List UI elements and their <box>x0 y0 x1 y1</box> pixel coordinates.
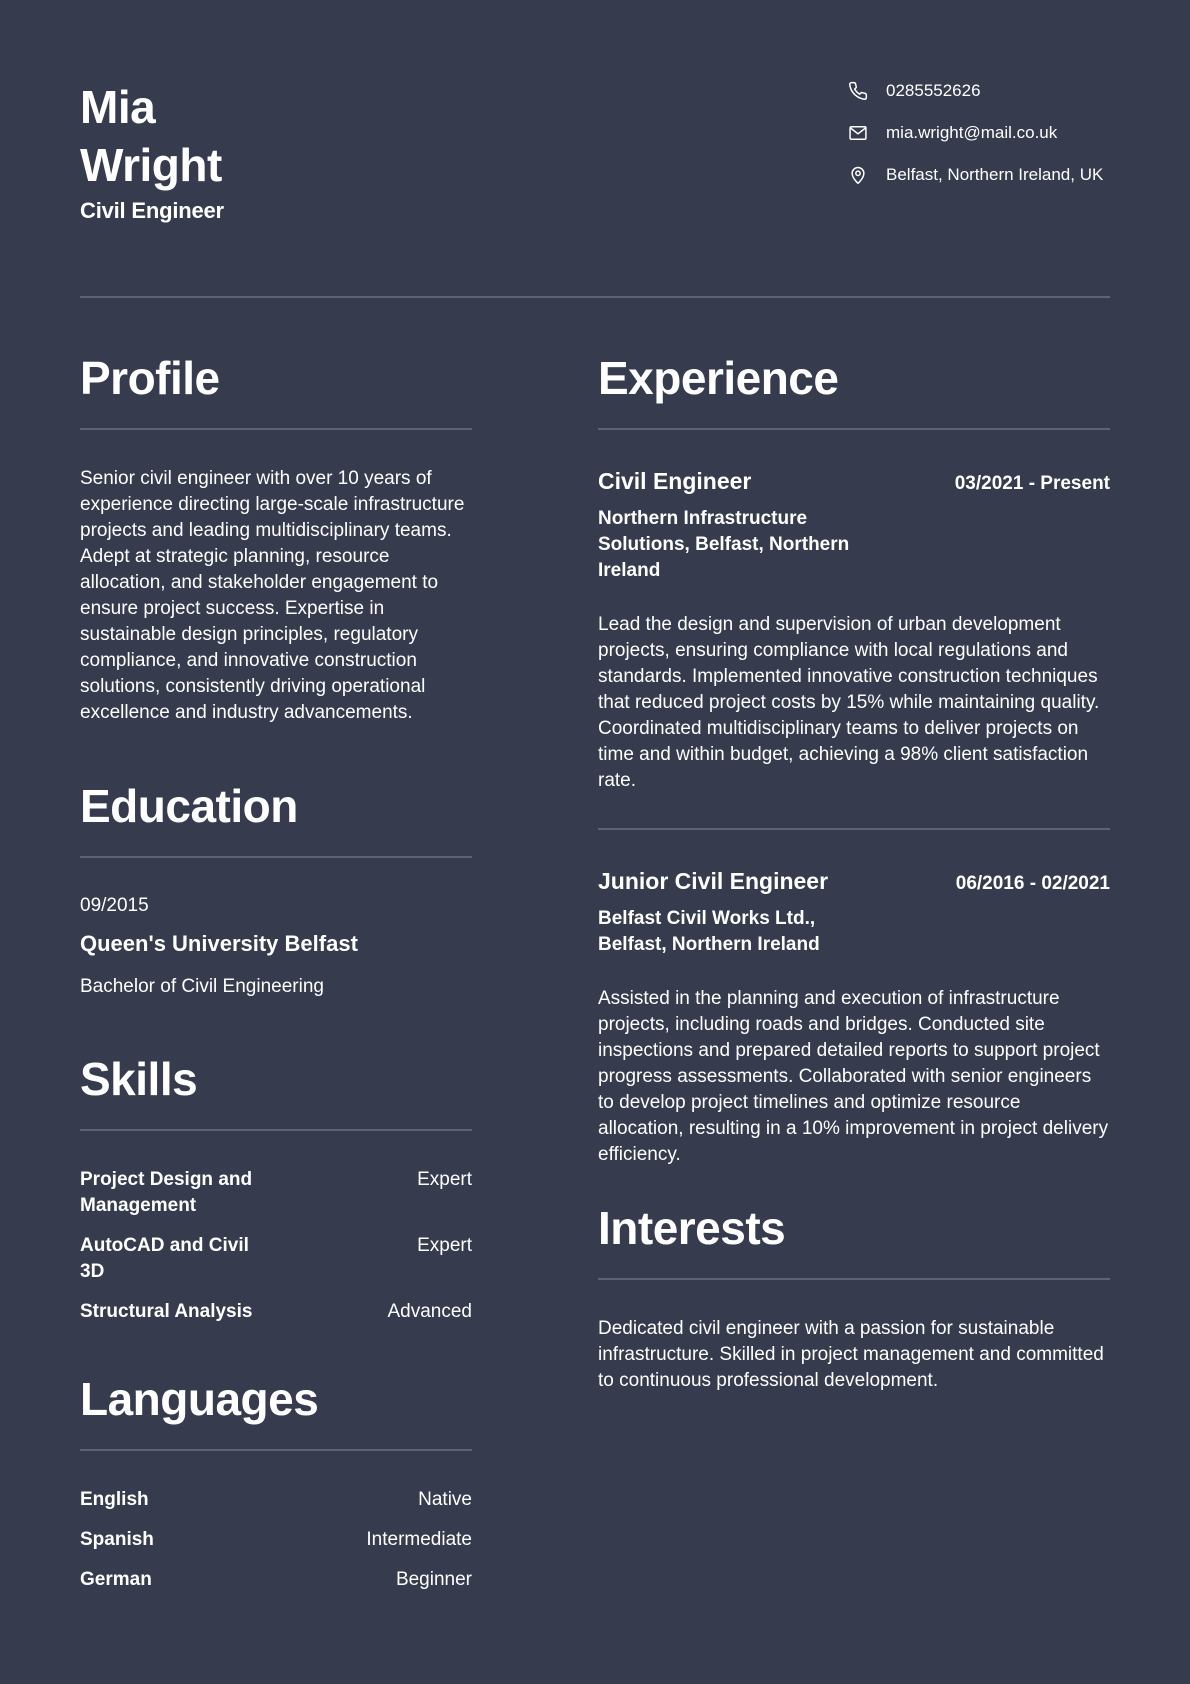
languages-divider <box>80 1449 472 1451</box>
education-school: Queen's University Belfast <box>80 931 358 956</box>
skill-level: Expert <box>417 1169 472 1190</box>
job-company: Belfast Civil Works Ltd., Belfast, Northern Ireland <box>598 908 820 955</box>
job-title: Junior Civil Engineer <box>598 868 829 894</box>
skill-row <box>80 1299 472 1325</box>
job-entry <box>598 466 1110 794</box>
education-degree: Bachelor of Civil Engineering <box>80 976 324 997</box>
skills-list <box>80 1167 472 1325</box>
profile-heading: Profile <box>80 352 220 404</box>
contact-phone <box>848 80 1103 102</box>
job-description: Lead the design and supervision of urban development projects, ensuring compliance with local regulations and standards. Implemented innovative construction techniques that reduced project costs by 15% while maintaining quality. Coordinated multidisciplinary teams to deliver projects on time and within budget, achieving a 98% client satisfaction rate. <box>598 614 1100 791</box>
skill-name: AutoCAD and Civil 3D <box>80 1235 249 1282</box>
interests-text: Dedicated civil engineer with a passion for sustainable infrastructure. Skilled in project management and committed to continuous professional development. <box>598 1318 1104 1391</box>
right-column <box>598 350 1110 1394</box>
education-divider <box>80 856 472 858</box>
education-heading: Education <box>80 780 298 832</box>
language-level: Beginner <box>395 1569 472 1590</box>
language-row <box>80 1567 472 1593</box>
skill-name: Project Design and Management <box>80 1169 253 1216</box>
phone-text: 0285552626 <box>886 81 981 100</box>
experience-divider <box>598 428 1110 430</box>
education-date: 09/2015 <box>80 895 149 916</box>
education-item <box>80 894 472 999</box>
last-name: Wright <box>80 139 222 191</box>
languages-list <box>80 1487 472 1593</box>
phone-icon <box>848 81 868 101</box>
email-text: mia.wright@mail.co.uk <box>886 123 1058 142</box>
interests-divider <box>598 1278 1110 1280</box>
location-text: Belfast, Northern Ireland, UK <box>886 165 1104 184</box>
header-divider <box>80 296 1110 298</box>
job-title-heading: Civil Engineer <box>80 198 224 223</box>
interests-heading: Interests <box>598 1202 786 1254</box>
language-level: Intermediate <box>366 1529 472 1550</box>
job-dates: 03/2021 - Present <box>954 473 1110 494</box>
languages-heading: Languages <box>80 1373 319 1425</box>
resume-header <box>80 78 224 224</box>
skills-divider <box>80 1129 472 1131</box>
profile-divider <box>80 428 472 430</box>
job-header <box>598 866 1110 896</box>
skill-level: Advanced <box>387 1301 472 1322</box>
language-name: English <box>80 1489 149 1510</box>
contact-email <box>848 122 1103 144</box>
contact-info <box>848 80 1103 206</box>
job-description: Assisted in the planning and execution of infrastructure projects, including roads and bridges. Conducted site inspections and prepared detailed reports to support project progress assessments. Collaborated with senior engineers to develop project timelines and optimize resource allocation, resulting in a 10% improvement in project delivery efficiency. <box>598 988 1109 1165</box>
job-entry <box>598 866 1110 1168</box>
contact-location <box>848 164 1103 186</box>
job-company: Northern Infrastructure Solutions, Belfast, Northern Ireland <box>598 508 850 581</box>
left-column <box>80 350 472 1607</box>
skill-level: Expert <box>417 1235 472 1256</box>
language-row <box>80 1487 472 1513</box>
language-name: Spanish <box>80 1529 154 1550</box>
job-divider <box>598 828 1110 830</box>
job-title: Civil Engineer <box>598 468 752 494</box>
mail-icon <box>848 123 868 143</box>
language-name: German <box>80 1569 152 1590</box>
first-name: Mia <box>80 81 156 133</box>
experience-heading: Experience <box>598 352 839 404</box>
language-row <box>80 1527 472 1553</box>
skill-row <box>80 1167 472 1219</box>
skill-name: Structural Analysis <box>80 1301 253 1322</box>
job-header <box>598 466 1110 496</box>
location-pin-icon <box>848 165 868 185</box>
job-dates: 06/2016 - 02/2021 <box>955 873 1110 894</box>
language-level: Native <box>418 1489 472 1510</box>
skills-heading: Skills <box>80 1053 198 1105</box>
profile-text: Senior civil engineer with over 10 years of experience directing large-scale infrastructure projects and leading multidisciplinary teams. Adept at strategic planning, resource allocation, and stakeholder engagement to ensure project success. Expertise in sustainable design principles, regulatory compliance, and innovative construction solutions, consistently driving operational excellence and industry advancements. <box>80 468 465 723</box>
skill-row <box>80 1233 472 1285</box>
